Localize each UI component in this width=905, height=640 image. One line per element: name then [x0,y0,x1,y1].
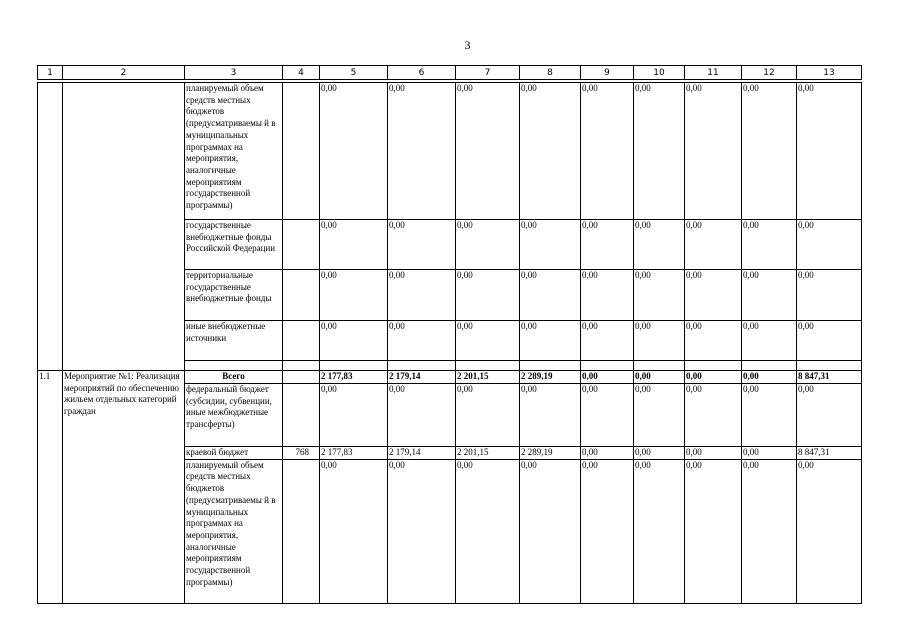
column-number: 9 [581,66,634,80]
code-cell [283,459,320,603]
value-cell: 0,00 [634,83,685,220]
value-cell: 0,00 [685,83,742,220]
spacer-cell [185,361,283,371]
funding-source: планируемый объем средств местных бюджетов (предусматриваемы й в муниципальных программах на мероприятия, аналогичные мероприятиям государственной программы) [185,83,283,220]
value-cell: 0,00 [742,321,797,361]
value-cell: 0,00 [388,321,456,361]
value-cell: 0,00 [685,371,742,384]
value-cell: 0,00 [742,459,797,603]
value-cell: 2 179,14 [388,371,456,384]
spacer-cell [742,361,797,371]
measure-name: Мероприятие №1: Реализация мероприятий по обеспечению жильем отдельных категорий граждан [63,371,185,604]
column-number: 11 [685,66,742,80]
funding-source: федеральный бюджет (субсидии, субвенции, иные межбюджетные трансферты) [185,384,283,447]
budget-table [37,82,862,604]
value-cell: 0,00 [797,220,862,270]
value-cell: 0,00 [520,459,581,603]
funding-source: территориальные государственные внебюджетные фонды [185,270,283,321]
column-number: 6 [388,66,456,80]
column-number: 8 [520,66,581,80]
value-cell: 2 289,19 [520,447,581,460]
column-number: 4 [283,66,320,80]
measure-number: 1.1 [38,371,63,604]
column-number: 2 [63,66,185,80]
value-cell: 0,00 [685,321,742,361]
value-cell: 0,00 [742,384,797,447]
value-cell: 0,00 [581,384,634,447]
value-cell: 0,00 [634,321,685,361]
measure-name-cell [63,83,185,371]
value-cell: 0,00 [388,384,456,447]
column-number: 10 [634,66,685,80]
code-cell [283,371,320,384]
value-cell: 0,00 [520,83,581,220]
value-cell: 8 847,31 [797,447,862,460]
value-cell: 0,00 [581,371,634,384]
value-cell: 0,00 [456,321,520,361]
spacer-cell [388,361,456,371]
value-cell: 0,00 [742,83,797,220]
value-cell: 0,00 [634,371,685,384]
value-cell: 0,00 [320,270,388,321]
funding-source-total: Всего [185,371,283,384]
value-cell: 0,00 [320,459,388,603]
spacer-cell [797,361,862,371]
value-cell: 0,00 [520,384,581,447]
value-cell: 0,00 [742,447,797,460]
value-cell: 8 847,31 [797,371,862,384]
page-number: 3 [464,38,471,52]
value-cell: 0,00 [634,447,685,460]
value-cell: 0,00 [388,220,456,270]
funding-source: планируемый объем средств местных бюджетов (предусматриваемы й в муниципальных программах на мероприятия, аналогичные мероприятиям государственной программы) [185,459,283,603]
column-number: 3 [185,66,283,80]
column-number: 13 [797,66,862,80]
value-cell: 0,00 [685,220,742,270]
value-cell: 2 179,14 [388,447,456,460]
value-cell: 2 289,19 [520,371,581,384]
spacer-cell [581,361,634,371]
value-cell: 0,00 [634,270,685,321]
value-cell: 0,00 [456,270,520,321]
value-cell: 0,00 [797,459,862,603]
column-number-header [37,65,862,80]
value-cell: 2 201,15 [456,371,520,384]
code-cell [283,321,320,361]
value-cell: 0,00 [388,459,456,603]
spacer-cell [634,361,685,371]
value-cell: 0,00 [742,270,797,321]
value-cell: 0,00 [320,384,388,447]
value-cell: 0,00 [685,384,742,447]
code-cell [283,83,320,220]
value-cell: 0,00 [456,220,520,270]
table-row [38,83,862,220]
value-cell: 0,00 [520,270,581,321]
value-cell: 0,00 [520,220,581,270]
code-cell [283,384,320,447]
value-cell: 0,00 [456,384,520,447]
value-cell: 0,00 [581,220,634,270]
value-cell: 0,00 [581,321,634,361]
value-cell: 0,00 [634,384,685,447]
funding-source: иные внебюджетные источники [185,321,283,361]
value-cell: 0,00 [685,459,742,603]
spacer-cell [283,361,320,371]
value-cell: 0,00 [581,459,634,603]
value-cell: 0,00 [456,459,520,603]
spacer-cell [520,361,581,371]
row-number-cell [38,83,63,371]
value-cell: 0,00 [742,371,797,384]
column-number: 5 [320,66,388,80]
funding-source: государственные внебюджетные фонды Российской Федерации [185,220,283,270]
table-row [38,371,862,384]
value-cell: 2 177,83 [320,371,388,384]
value-cell: 0,00 [797,321,862,361]
value-cell: 0,00 [320,83,388,220]
code-cell [283,270,320,321]
value-cell: 0,00 [685,270,742,321]
value-cell: 0,00 [581,83,634,220]
value-cell: 0,00 [388,83,456,220]
value-cell: 0,00 [634,220,685,270]
spacer-cell [685,361,742,371]
column-number: 12 [742,66,797,80]
value-cell: 0,00 [520,321,581,361]
value-cell: 0,00 [634,459,685,603]
value-cell: 0,00 [797,384,862,447]
value-cell: 0,00 [797,270,862,321]
spacer-cell [320,361,388,371]
value-cell: 0,00 [320,321,388,361]
column-number: 1 [38,66,63,80]
value-cell: 0,00 [456,83,520,220]
value-cell: 0,00 [581,447,634,460]
value-cell: 0,00 [320,220,388,270]
code-cell [283,220,320,270]
value-cell: 2 201,15 [456,447,520,460]
code-cell: 768 [283,447,320,460]
value-cell: 0,00 [581,270,634,321]
column-number: 7 [456,66,520,80]
value-cell: 0,00 [742,220,797,270]
value-cell: 0,00 [797,83,862,220]
value-cell: 0,00 [685,447,742,460]
spacer-cell [456,361,520,371]
value-cell: 0,00 [388,270,456,321]
value-cell: 2 177,83 [320,447,388,460]
funding-source: краевой бюджет [185,447,283,460]
